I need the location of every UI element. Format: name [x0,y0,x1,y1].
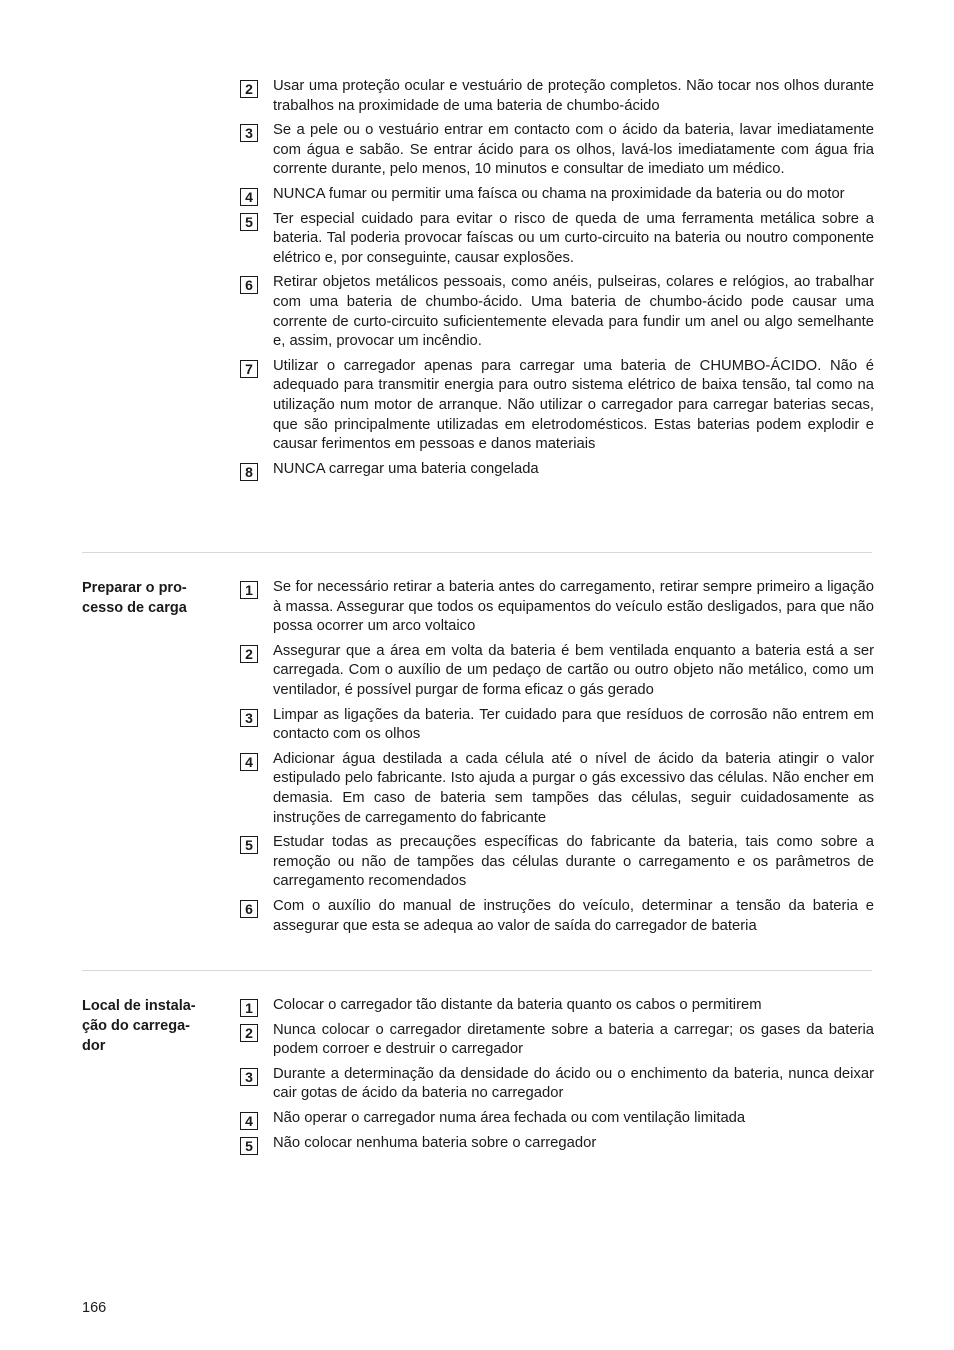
list-item [240,833,874,892]
item-text: Retirar objetos metálicos pessoais, como anéis, pulseiras, colares e relógios, ao trabalhar com uma bateria de chumbo-ácido. Uma bateria de chumbo-ácido pode causar uma corrente de curto-circuito suficientemente elevada para fundir um anel ou algo semelhante e, assim, provocar um incêndio. [273,274,874,350]
item-text: Adicionar água destilada a cada célula até o nível de ácido da bateria atingir o valor estipulado pelo fabricante. Isto ajuda a purgar o gás excessivo das células. Não encher em demasia. Em caso de bateria sem tampões das células, seguir cuidadosamente as instruções de carregamento do fabricante [273,750,874,826]
item-text: Limpar as ligações da bateria. Ter cuidado para que resíduos de corrosão não entrem em contacto com os olhos [273,706,874,743]
item-number-box: 2 [240,80,258,98]
list-item [240,77,874,116]
item-text: Não colocar nenhuma bateria sobre o carregador [273,1134,597,1151]
list-item [240,185,874,205]
section-divider [82,552,872,553]
safety-list [240,77,874,484]
prepare-list [240,578,874,941]
item-number-box: 5 [240,213,258,231]
item-text: NUNCA fumar ou permitir uma faísca ou chama na proximidade da bateria ou do motor [273,185,845,202]
list-item [240,750,874,828]
list-item [240,1109,874,1129]
item-number-box: 1 [240,999,258,1017]
location-list [240,996,874,1158]
item-text: Nunca colocar o carregador diretamente sobre a bateria a carregar; os gases da bateria podem corroer e destruir o carregador [273,1021,874,1058]
list-item [240,357,874,455]
item-text: NUNCA carregar uma bateria congelada [273,460,539,477]
list-item [240,1134,874,1154]
item-number-box: 5 [240,1137,258,1155]
item-number-box: 6 [240,276,258,294]
item-number-box: 3 [240,1068,258,1086]
item-text: Ter especial cuidado para evitar o risco de queda de uma ferramenta metálica sobre a bateria. Tal poderia provocar faíscas ou um curto-circuito na bateria ou noutro componente elétrico e, por conseguinte, causar explosões. [273,210,874,266]
item-text: Se a pele ou o vestuário entrar em contacto com o ácido da bateria, lavar imediatamente com água e sabão. Se entrar ácido para os olhos, lavá-los imediatamente com água fria corrente durante, pelo menos, 10 minutos e consultar de imediato um médico. [273,122,874,178]
item-text: Estudar todas as precauções específicas do fabricante da bateria, tais como sobre a remoção ou não de tampões das células durante o carregamento e os parâmetros de carregamento recomendados [273,834,874,890]
item-number-box: 2 [240,645,258,663]
item-text: Não operar o carregador numa área fechada ou com ventilação limitada [273,1109,746,1126]
list-item [240,460,874,480]
list-item [240,996,874,1016]
item-text: Com o auxílio do manual de instruções do veículo, determinar a tensão da bateria e assegurar que esta se adequa ao valor de saída do carregador de bateria [273,897,874,934]
list-item [240,706,874,745]
list-item [240,578,874,637]
list-item [240,897,874,936]
item-number-box: 4 [240,1112,258,1130]
item-number-box: 1 [240,581,258,599]
item-number-box: 4 [240,753,258,771]
page-number: 166 [82,1300,107,1316]
item-number-box: 2 [240,1024,258,1042]
item-text: Se for necessário retirar a bateria antes do carregamento, retirar sempre primeiro a ligação à massa. Assegurar que todos os equipamentos do veículo estão desligados, para que não possa ocorrer um arco voltaico [273,579,874,635]
list-item [240,121,874,180]
item-number-box: 3 [240,124,258,142]
item-text: Assegurar que a área em volta da bateria é bem ventilada enquanto a bateria está a ser carregada. Com o auxílio de um pedaço de cartão ou outro objeto não metálico, como um ventilador, é possível purgar de forma eficaz o gás gerado [273,642,874,698]
item-number-box: 3 [240,709,258,727]
item-number-box: 6 [240,900,258,918]
list-item [240,210,874,269]
item-text: Utilizar o carregador apenas para carregar uma bateria de CHUMBO-ÁCIDO. Não é adequado para transmitir energia para outro sistema elétrico de baixa tensão, tal como na utilização num motor de arranque. Não utilizar o carregador para carregar baterias secas, que são principalmente utilizadas em eletrodomésticos. Estas baterias podem explodir e causar ferimentos em pessoas e danos materiais [273,357,874,453]
list-item [240,273,874,351]
item-number-box: 5 [240,836,258,854]
item-number-box: 7 [240,360,258,378]
item-text: Colocar o carregador tão distante da bateria quanto os cabos o permitirem [273,997,762,1013]
item-number-box: 8 [240,463,258,481]
item-text: Durante a determinação da densidade do ácido ou o enchimento da bateria, nunca deixar cair gotas de ácido da bateria no carregador [273,1065,874,1102]
list-item [240,1021,874,1060]
list-item [240,1065,874,1104]
section-heading: Preparar o pro- cesso de carga [82,580,187,616]
item-text: Usar uma proteção ocular e vestuário de proteção completos. Não tocar nos olhos durante trabalhos na proximidade de uma bateria de chumbo-ácido [273,78,874,114]
item-number-box: 4 [240,188,258,206]
section-heading: Local de instala- ção do carrega- dor [82,998,196,1054]
list-item [240,642,874,701]
section-divider [82,970,872,971]
